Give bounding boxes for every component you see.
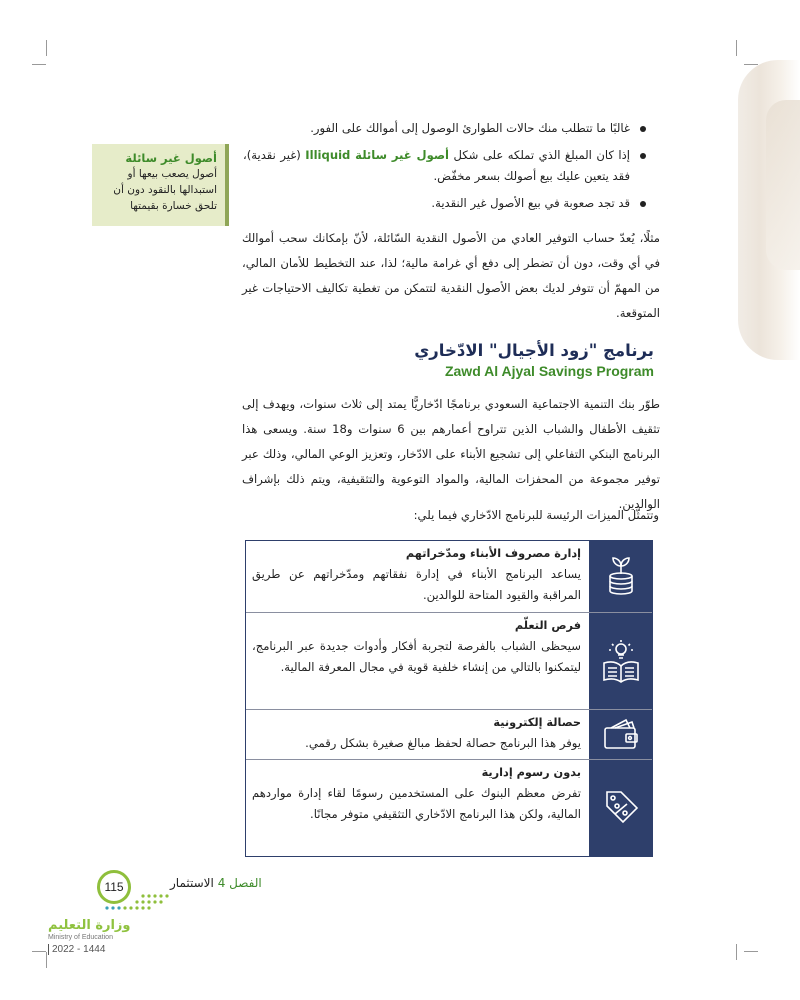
feature-body: يوفر هذا البرنامج حصالة لحفظ مبالغ صغيرة بشكل رقمي. <box>305 736 581 750</box>
feature-title: حصالة إلكترونية <box>493 716 581 729</box>
bullet-item: إذا كان المبلغ الذي تملكه على شكل أصول غير سائلة Illiquid (غير نقدية)، فقد يتعين عليك بيع أصولك بسعر مخفّض. <box>243 145 648 187</box>
feature-row <box>246 760 652 856</box>
crop-mark <box>46 952 47 968</box>
edition-year: 2022 - 1444 <box>48 944 148 955</box>
feature-title: بدون رسوم إدارية <box>481 766 581 779</box>
section-heading-en: Zawd Al Ajyal Savings Program <box>444 363 654 379</box>
features-table <box>245 540 653 857</box>
glossary-definition: أصول يصعب بيعها أو استبدالها بالنقود دون أن تلحق خسارة بقيمتها <box>113 168 217 212</box>
chapter-label: الفصل 4 الاستثمار <box>170 876 262 890</box>
bullet-item: قد تجد صعوبة في بيع الأصول غير النقدية. <box>243 193 648 214</box>
ministry-name-ar: وزارة التعليم <box>48 918 131 933</box>
features-intro: وتتمثّل الميزات الرئيسة للبرنامج الادّخاري فيما يلي: <box>413 508 659 522</box>
crop-mark <box>46 40 47 56</box>
bullet-list <box>243 118 648 220</box>
page-number: 115 <box>97 870 131 904</box>
crop-mark <box>736 40 737 56</box>
feature-body: يساعد البرنامج الأبناء في إدارة نفقاتهم ومدّخراتهم عن طريق المراقبة والقيود المتاحة للوالدين. <box>252 567 581 602</box>
feature-row <box>246 710 652 760</box>
glossary-title: أصول غير سائلة <box>125 151 217 165</box>
price-tag-percent-icon <box>589 760 652 856</box>
crop-mark <box>744 951 758 952</box>
highlighted-term: أصول غير سائلة Illiquid <box>305 148 450 162</box>
paragraph: مثلًا، يُعدّ حساب التوفير العادي من الأصول النقدية السّائلة، لأنّ بإمكانك سحب أموالك في أي وقت، دون أن تضطر إلى دفع أي غرامة مالية؛ لذا، عند التخطيط للأمان المالي، من المهمّ أن تتوفر لديك بعض الأصول النقدية لتتمكن من تغطية تكاليف الاحتياجات غير المتوقعة. <box>242 231 660 320</box>
bullet-item: غالبًا ما تتطلب منك حالات الطوارئ الوصول إلى أموالك على الفور. <box>243 118 648 139</box>
crop-mark <box>744 64 758 65</box>
paragraph: طوّر بنك التنمية الاجتماعية السعودي برنامجًا ادّخاريًّا يمتد إلى ثلاث سنوات، ويهدف إلى تثقيف الأطفال والشباب الذين تتراوح أعمارهم بين 6 سنوات و18 سنة. ويسعى هذا البرنامج البنكي التفاعلي إلى تشجيع الأبناء على الادّخار، وتعزيز الوعي المالي، وذلك عبر توفير مجموعة من المحفزات المالية، والمواد التوعوية والتثقيفية، ويتم ذلك بإشراف الوالدين. <box>242 397 660 511</box>
ministry-name-en: Ministry of Education <box>48 934 113 941</box>
feature-title: فرص التعلّم <box>514 619 581 632</box>
ministry-logo <box>48 918 148 955</box>
crop-mark <box>32 64 46 65</box>
glossary-box <box>92 144 229 226</box>
feature-row <box>246 541 652 613</box>
section-heading-ar: برنامج "زود الأجيال" الادّخاري <box>414 341 654 360</box>
dot-pattern-decoration <box>103 893 171 911</box>
decorative-photo-shade <box>766 100 800 270</box>
crop-mark <box>736 944 737 960</box>
feature-row <box>246 613 652 710</box>
feature-title: إدارة مصروف الأبناء ومدّخراتهم <box>405 547 581 560</box>
feature-body: تفرض معظم البنوك على المستخدمين رسومًا لقاء إدارة مواردهم المالية، ولكن هذا البرنامج الادّخاري التثقيفي متوفر مجانًا. <box>252 786 581 821</box>
open-book-icon <box>589 613 652 709</box>
feature-body: سيحظى الشباب بالفرصة لتجربة أفكار وأدوات جديدة عبر البرنامج، ليتمكنوا بالتالي من إنشاء خلفية قوية في مجال المعرفة المالية. <box>252 639 581 674</box>
coins-plant-icon <box>589 541 652 612</box>
wallet-icon <box>589 710 652 759</box>
crop-mark <box>32 951 46 952</box>
